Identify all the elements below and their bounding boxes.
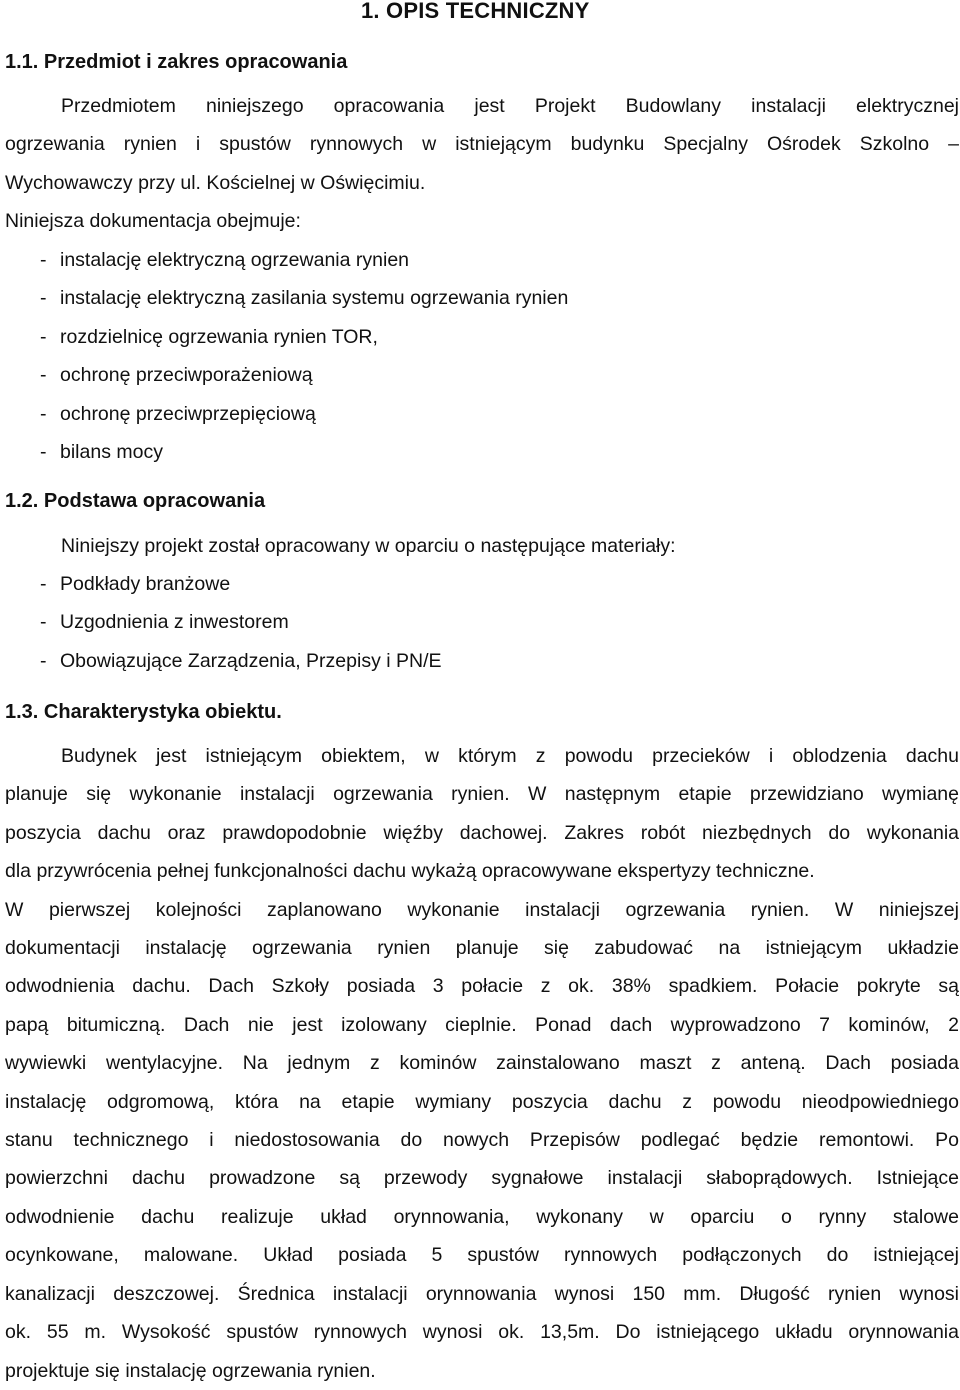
paragraph-line: odwodnienia dachu. Dach Szkoły posiada 3 połacie z ok. 38% spadkiem. Połacie pokryte są bbox=[5, 975, 959, 998]
section-heading-1-3: 1.3. Charakterystyka obiektu. bbox=[5, 701, 282, 723]
list-item bbox=[40, 241, 568, 279]
dash-bullet: - bbox=[40, 249, 47, 271]
section-heading-1-1: 1.1. Przedmiot i zakres opracowania bbox=[5, 51, 348, 73]
section-1-1-list-intro: Niniejsza dokumentacja obejmuje: bbox=[5, 210, 301, 232]
dash-bullet: - bbox=[40, 402, 47, 425]
paragraph-line: Wychowawczy przy ul. Kościelnej w Oświęcimiu. bbox=[5, 171, 426, 194]
paragraph-line: planuje się wykonanie instalacji ogrzewania rynien. W następnym etapie przewidziano wymianę bbox=[5, 783, 959, 806]
list-item bbox=[40, 279, 568, 317]
section-1-2-list-intro: Niniejszy projekt został opracowany w oparciu o następujące materiały: bbox=[61, 535, 676, 557]
section-1-3-paragraph bbox=[5, 737, 959, 1390]
list-item-text: instalację elektryczną zasilania systemu ogrzewania rynien bbox=[60, 287, 569, 310]
paragraph-line: powierzchni dachu prowadzone są przewody sygnałowe instalacji słaboprądowych. Istniejące bbox=[5, 1167, 959, 1190]
paragraph-line: instalację odgromową, która na etapie wymiany poszycia dachu z powodu nieodpowiedniego bbox=[5, 1090, 959, 1113]
paragraph-line: wywiewki wentylacyjne. Na jednym z kominów zainstalowano maszt z anteną. Dach posiada bbox=[5, 1052, 959, 1075]
dash-bullet: - bbox=[40, 325, 47, 348]
dash-bullet: - bbox=[40, 364, 47, 387]
paragraph-line: Budynek jest istniejącym obiektem, w którym z powodu przecieków i oblodzenia dachu bbox=[61, 745, 959, 767]
paragraph-line: Przedmiotem niniejszego opracowania jest Projekt Budowlany instalacji elektrycznej bbox=[61, 95, 959, 117]
document-title: 1. OPIS TECHNICZNY bbox=[361, 0, 590, 23]
paragraph-line: odwodnienie dachu realizuje układ orynnowania, wykonany w oparciu o rynny stalowe bbox=[5, 1205, 959, 1228]
list-item-text: ochronę przeciwporażeniową bbox=[60, 364, 313, 387]
dash-bullet: - bbox=[40, 611, 47, 634]
list-item bbox=[40, 603, 442, 641]
list-item-text: instalację elektryczną ogrzewania rynien bbox=[60, 249, 410, 271]
paragraph-line: papą bitumiczną. Dach nie jest izolowany cieplnie. Ponad dach wyprowadzono 7 kominów, 2 bbox=[5, 1013, 959, 1036]
list-item bbox=[40, 356, 568, 394]
paragraph-line: poszycia dachu oraz prawdopodobnie więźby dachowej. Zakres robót niezbędnych do wykonania bbox=[5, 821, 959, 844]
paragraph-line: W pierwszej kolejności zaplanowano wykonanie instalacji ogrzewania rynien. W niniejszej bbox=[5, 898, 959, 921]
list-item-text: ochronę przeciwprzepięciową bbox=[60, 402, 316, 425]
list-item bbox=[40, 565, 442, 603]
list-item bbox=[40, 433, 568, 471]
section-heading-1-2: 1.2. Podstawa opracowania bbox=[5, 490, 266, 512]
dash-bullet: - bbox=[40, 573, 47, 595]
list-item bbox=[40, 642, 442, 680]
list-item-text: Uzgodnienia z inwestorem bbox=[60, 611, 289, 634]
dash-bullet: - bbox=[40, 649, 47, 672]
dash-bullet: - bbox=[40, 441, 47, 464]
list-item bbox=[40, 395, 568, 433]
list-item-text: rozdzielnicę ogrzewania rynien TOR, bbox=[60, 325, 378, 348]
paragraph-line: ok. 55 m. Wysokość spustów rynnowych wynosi ok. 13,5m. Do istniejącego układu orynnowania bbox=[5, 1321, 959, 1344]
list-item-text: Podkłady branżowe bbox=[60, 573, 231, 595]
paragraph-line: ogrzewania rynien i spustów rynnowych w istniejącym budynku Specjalny Ośrodek Szkolno – bbox=[5, 133, 959, 156]
paragraph-line: dla przywrócenia pełnej funkcjonalności dachu wykażą opracowywane ekspertyzy techniczne. bbox=[5, 860, 815, 883]
list-item-text: bilans mocy bbox=[60, 441, 163, 464]
paragraph-line: projektuje się instalację ogrzewania rynien. bbox=[5, 1359, 376, 1382]
section-1-1-list bbox=[40, 241, 568, 471]
paragraph-line: ocynkowane, malowane. Układ posiada 5 spustów rynnowych podłączonych do istniejącej bbox=[5, 1244, 959, 1267]
list-item-text: Obowiązujące Zarządzenia, Przepisy i PN/E bbox=[60, 649, 442, 672]
dash-bullet: - bbox=[40, 287, 47, 310]
section-1-2-list bbox=[40, 565, 442, 680]
paragraph-line: kanalizacji deszczowej. Średnica instalacji orynnowania wynosi 150 mm. Długość rynien wynosi bbox=[5, 1282, 959, 1305]
list-item bbox=[40, 318, 568, 356]
section-1-1-paragraph bbox=[5, 87, 959, 202]
paragraph-line: stanu technicznego i niedostosowania do nowych Przepisów podlegać będzie remontowi. Po bbox=[5, 1129, 959, 1152]
paragraph-line: dokumentacji instalację ogrzewania rynien planuje się zabudować na istniejącym układzie bbox=[5, 937, 959, 960]
